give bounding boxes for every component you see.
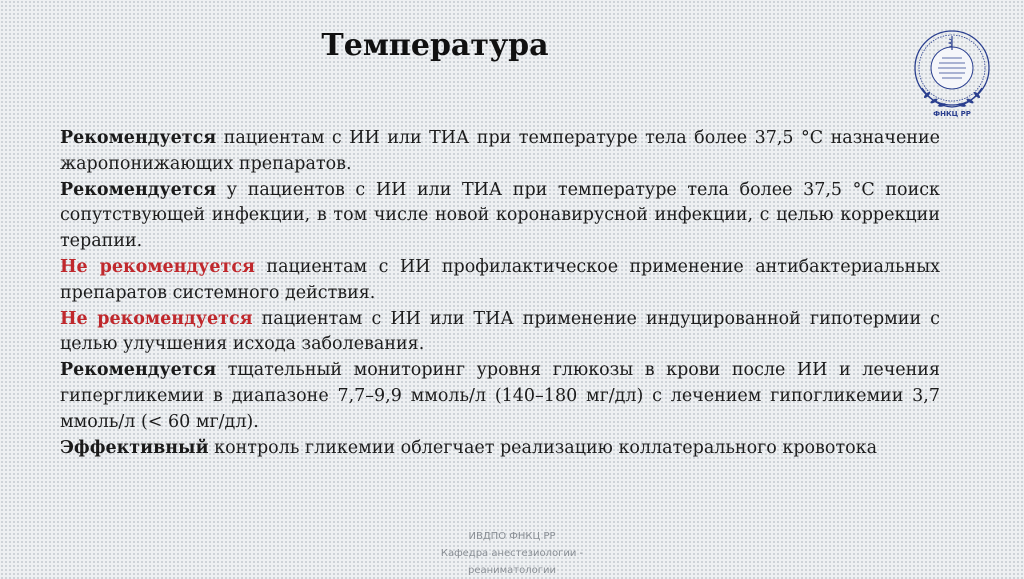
- recommendation-text: у пациентов с ИИ или ТИА при температуре тела более 37,5 °С поиск сопутствующей инфекции, в том числе новой коронавирусной инфекции, с целью коррекции терапии.: [60, 179, 940, 252]
- recommendation-item: [60, 307, 940, 359]
- recommendation-keyword: Рекомендуется: [60, 128, 217, 148]
- recommendation-keyword: Рекомендуется: [60, 360, 217, 381]
- footer-organization: ИВДПО ФНКЦ РР: [468, 531, 556, 542]
- recommendation-item: [60, 178, 940, 255]
- footer-department: Кафедра анестезиологии - реаниматологии: [440, 548, 584, 576]
- recommendations-list: [60, 126, 940, 461]
- footer: [412, 528, 612, 579]
- not-recommended-keyword: Не рекомендуется: [60, 308, 253, 329]
- not-recommended-keyword: Не рекомендуется: [60, 256, 255, 277]
- recommendation-text: контроль гликемии облегчает реализацию коллатерального кровотока: [214, 437, 878, 458]
- recommendation-keyword: Эффективный: [60, 437, 209, 458]
- recommendation-item: [60, 436, 940, 462]
- recommendation-item: [60, 358, 940, 435]
- slide-title: Температура: [321, 28, 549, 63]
- recommendation-item: [60, 255, 940, 307]
- recommendation-text: пациентам с ИИ профилактическое применение антибактериальных препаратов системного действия.: [60, 256, 940, 303]
- logo-label: ФНКЦ РР: [933, 110, 971, 118]
- recommendation-text: пациентам с ИИ или ТИА применение индуцированной гипотермии с целью улучшения исхода заболевания.: [60, 308, 940, 355]
- recommendation-text: тщательный мониторинг уровня глюкозы в крови после ИИ и лечения гипергликемии в диапазоне 7,7–9,9 ммоль/л (140–180 мг/дл) с лечением гипогликемии 3,7 ммоль/л (< 60 мг/дл).: [60, 360, 940, 432]
- recommendation-item: [60, 126, 940, 178]
- institution-logo: [904, 28, 1000, 118]
- recommendation-text: пациентам с ИИ или ТИА при температуре тела более 37,5 °С назначение жаропонижающих препаратов.: [60, 128, 940, 174]
- recommendation-keyword: Рекомендуется: [60, 179, 217, 200]
- emblem-icon: [904, 28, 1000, 118]
